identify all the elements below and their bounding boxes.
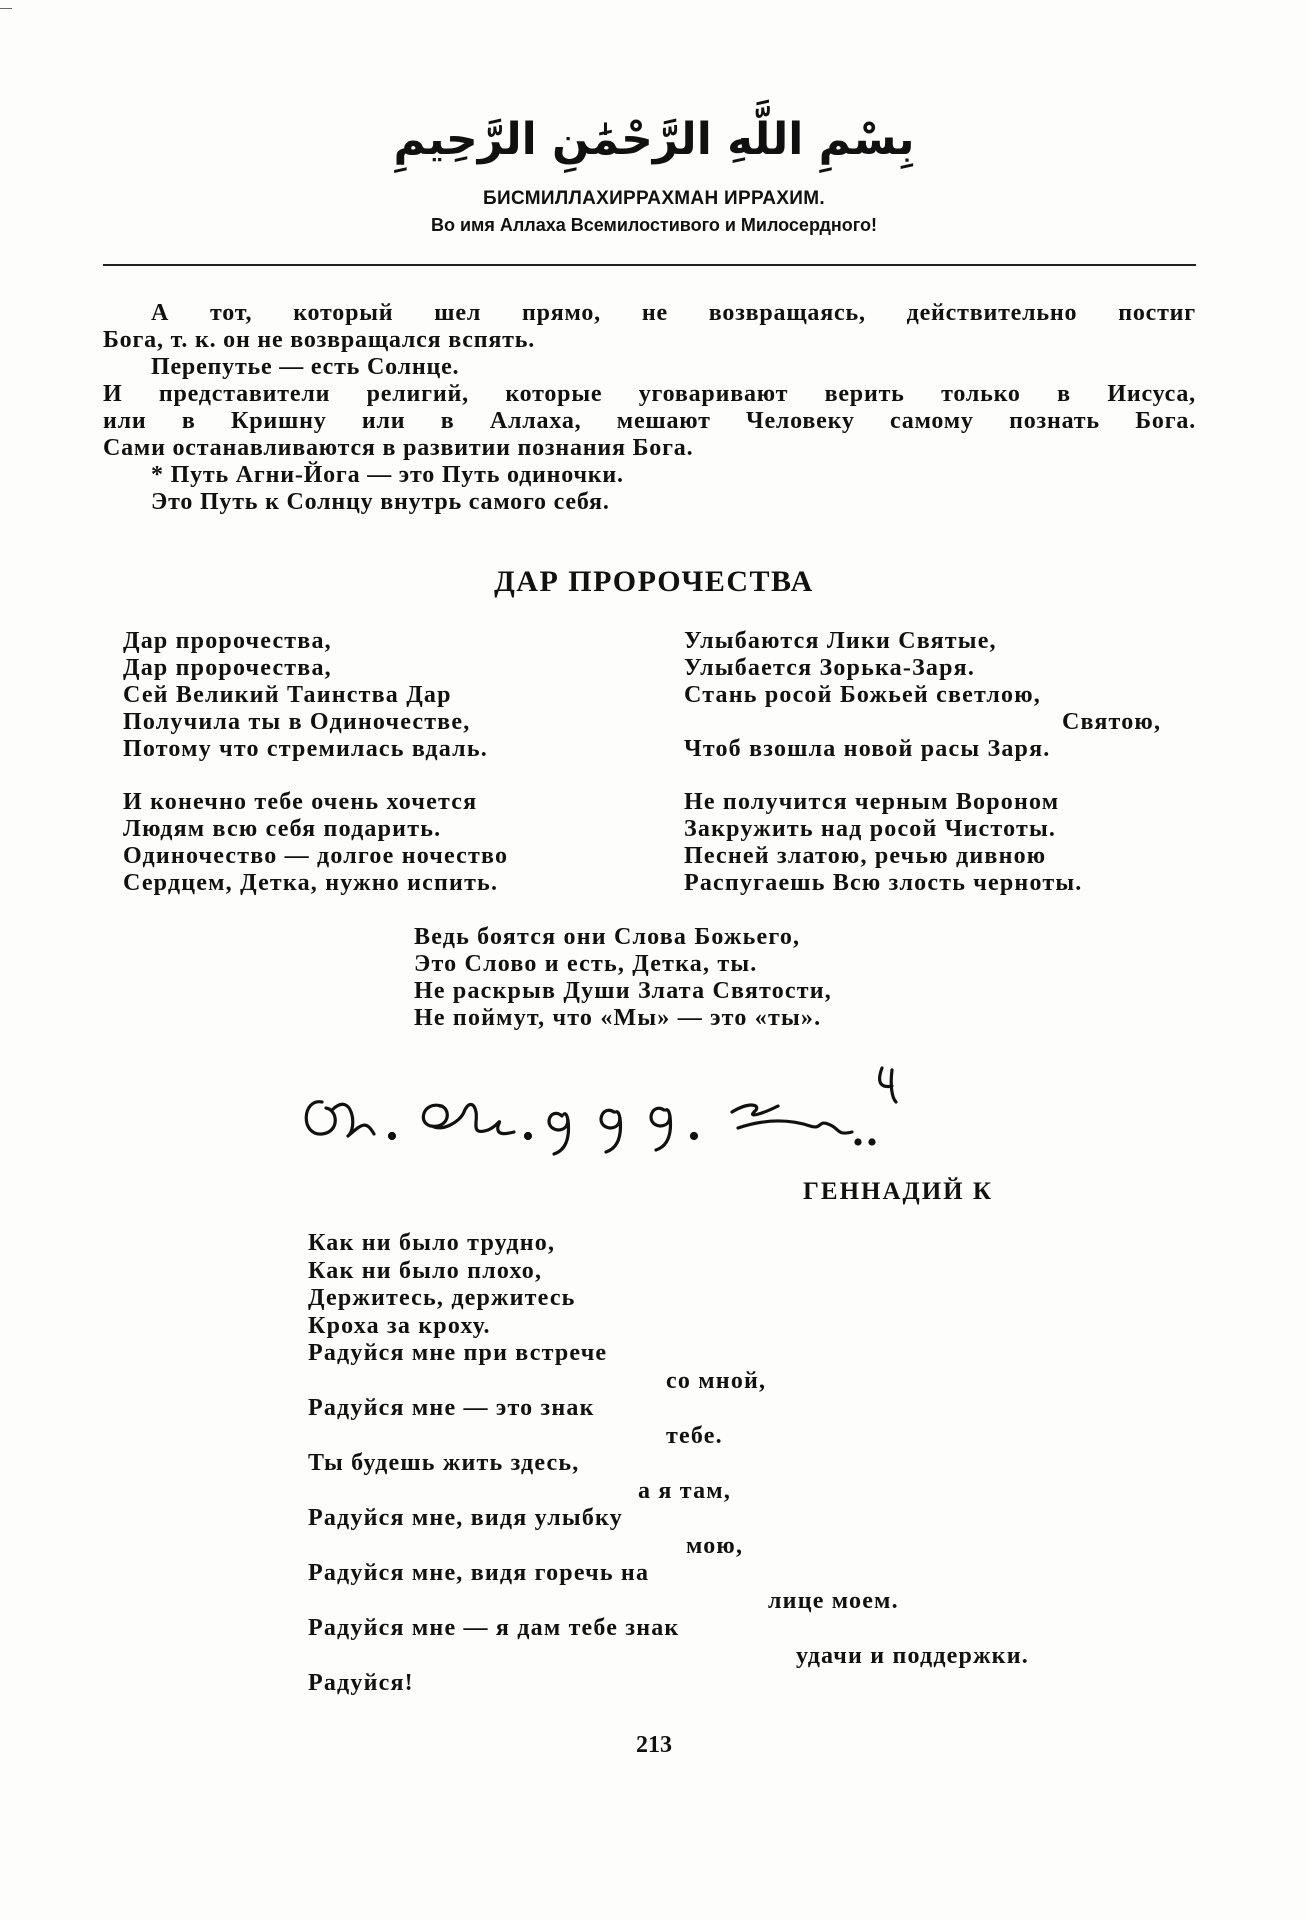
poem-line: Как ни было плохо, xyxy=(308,1257,543,1284)
poem-line: со мной, xyxy=(666,1367,767,1394)
poem-line: Улыбаются Лики Святые, xyxy=(684,628,997,654)
prose-line: Это Путь к Солнцу внутрь самого себя. xyxy=(151,489,610,515)
poem-left-stanza-2 xyxy=(123,789,508,897)
bismillah-meaning: Во имя Аллаха Всемилостивого и Милосердного! xyxy=(430,215,878,235)
arabic-calligraphy-image xyxy=(393,92,915,180)
poem-line: Радуйся! xyxy=(308,1670,414,1696)
prose-line: Сами останавливаются в развитии познания Бога. xyxy=(103,435,694,461)
poem-line: Не поймут, что «Мы» — это «ты». xyxy=(414,1005,822,1031)
bismillah-transliteration: БИСМИЛЛАХИРРАХМАН ИРРАХИМ. xyxy=(483,188,825,209)
poem-line: Потому что стремилась вдаль. xyxy=(123,736,488,762)
bismillah-calligraphy xyxy=(0,92,1308,180)
poem-2 xyxy=(308,1230,1029,1698)
poem-line: Радуйся мне — я дам тебе знак xyxy=(308,1615,680,1641)
poem-line: Улыбается Зорька-Заря. xyxy=(684,655,976,681)
prose-line: или в Кришну или в Аллаха, мешают Человеку самому познать Бога. xyxy=(103,408,1196,434)
poem-line: Ты будешь жить здесь, xyxy=(308,1450,580,1476)
poem-title: ДАР ПРОРОЧЕСТВА xyxy=(494,565,814,598)
prose-paragraph xyxy=(103,300,1196,516)
poem-line: Радуйся мне, видя горечь на xyxy=(308,1560,650,1586)
poem-line: Одиночество — долгое ночество xyxy=(123,843,509,869)
poem-line: Стань росой Божьей светлою, xyxy=(684,682,1041,708)
poem-line: Кроха за кроху. xyxy=(308,1312,491,1339)
handwritten-signature xyxy=(292,1050,1012,1160)
page-number: 213 xyxy=(636,1732,672,1758)
poem-line: Чтоб взошла новой расы Заря. xyxy=(684,736,1051,762)
poem-line: Людям всю себя подарить. xyxy=(123,816,442,842)
prose-line: * Путь Агни-Йога — это Путь одиночки. xyxy=(151,462,624,488)
poem-line: Сей Великий Таинства Дар xyxy=(123,682,452,708)
header xyxy=(0,92,1308,236)
poem-line: Радуйся мне — это знак xyxy=(308,1395,595,1421)
poem-line: Дар пророчества, xyxy=(123,628,332,654)
poem-line: Дар пророчества, xyxy=(123,655,332,681)
prose-line: А тот, который шел прямо, не возвращаясь, действительно постиг xyxy=(151,300,1196,326)
poem-line: Радуйся мне при встрече xyxy=(308,1340,608,1366)
poem-line: Закружить над росой Чистоты. xyxy=(684,816,1057,842)
poem-line: Не раскрыв Души Злата Святости, xyxy=(414,978,832,1004)
poem-line: тебе. xyxy=(666,1422,723,1449)
poem-line: Распугаешь Всю злость черноты. xyxy=(684,870,1083,896)
poem-right-stanza-1 xyxy=(684,628,1161,763)
poem-line: Сердцем, Детка, нужно испить. xyxy=(123,870,499,896)
prose-line: Перепутье — есть Солнце. xyxy=(151,354,460,380)
poem-line: мою, xyxy=(686,1532,744,1559)
poem-line: удачи и поддержки. xyxy=(796,1642,1029,1669)
prose-line: И представители религий, которые уговаривают верить только в Иисуса, xyxy=(103,381,1196,407)
poem-line: Получила ты в Одиночестве, xyxy=(123,709,471,735)
poem-right-stanza-2 xyxy=(684,789,1082,897)
poem-line: Святою, xyxy=(1062,709,1162,735)
poem-line: Ведь боятся они Слова Божьего, xyxy=(414,924,801,950)
poem-line: Как ни было трудно, xyxy=(308,1230,556,1256)
poem-line: И конечно тебе очень хочется xyxy=(123,789,478,815)
arabic-text: بِسْمِ اللَّهِ الرَّحْمَٰنِ الرَّحِيمِ xyxy=(393,114,915,165)
poem-line: Это Слово и есть, Детка, ты. xyxy=(414,951,758,977)
poem-center-stanza xyxy=(414,924,832,1032)
page-corner-mark xyxy=(0,8,12,9)
poem-line: Радуйся мне, видя улыбку xyxy=(308,1505,623,1531)
poem-line: Песней златою, речью дивною xyxy=(684,843,1047,869)
poem-left-stanza-1 xyxy=(123,628,488,763)
poem-line: а я там, xyxy=(638,1477,732,1504)
poem-author: ГЕННАДИЙ К xyxy=(803,1178,993,1205)
header-divider xyxy=(103,264,1196,266)
poem-line: Держитесь, держитесь xyxy=(308,1285,576,1311)
prose-line: Бога, т. к. он не возвращался вспять. xyxy=(103,327,536,353)
poem-line: лице моем. xyxy=(768,1587,899,1614)
poem-line: Не получится черным Вороном xyxy=(684,789,1060,815)
